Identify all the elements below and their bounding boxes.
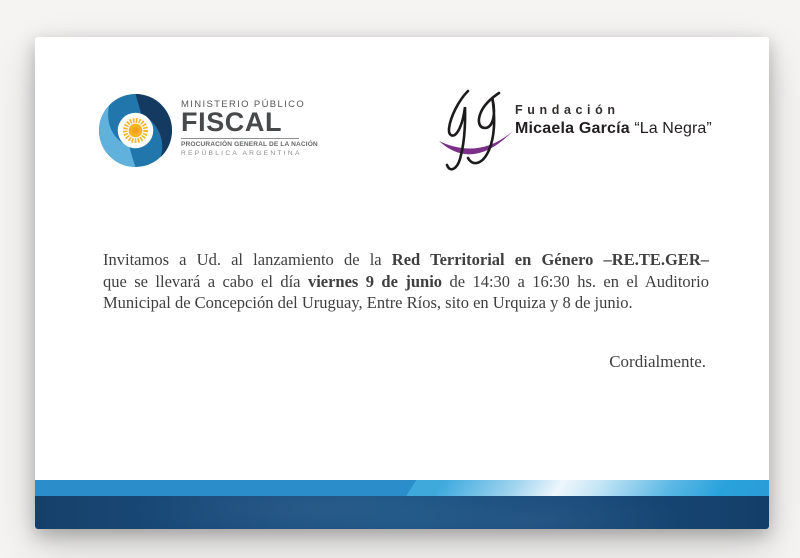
- invitation-line-2: [103, 271, 709, 293]
- sun-of-may-emblem-icon: [99, 94, 172, 167]
- fundacion-nickname: “La Negra”: [634, 120, 712, 137]
- mpf-fiscal-label: FISCAL: [181, 107, 283, 137]
- mpf-republica-label: REPÚBLICA ARGENTINA: [181, 150, 302, 157]
- invitation-text: que se llevará a cabo el día: [103, 271, 308, 291]
- fundacion-label: Fundación: [515, 103, 620, 117]
- invitation-text: de 14:30 a 16:30 hs. en el Auditorio: [442, 271, 709, 291]
- invitation-paragraph: [103, 249, 709, 314]
- invitation-text: Invitamos a Ud. al lanzamiento de la: [103, 250, 392, 269]
- invitation-card: [35, 37, 769, 529]
- invitation-highlight-date: viernes 9 de junio: [307, 271, 443, 291]
- footer-stripe-light: [35, 480, 769, 496]
- footer-stripe-highlight: [403, 480, 769, 496]
- mpf-ministry-label: MINISTERIO PÚBLICO: [181, 99, 306, 110]
- invitation-line-3: Municipal de Concepción del Uruguay, Entre Ríos, sito en Urquiza y 8 de junio.: [103, 293, 633, 312]
- closing-text: Cordialmente.: [609, 352, 706, 371]
- fundacion-name: Micaela García: [515, 120, 630, 137]
- mpf-procuracion-label: PROCURACIÓN GENERAL DE LA NACIÓN: [181, 141, 318, 148]
- footer-stripe-navy: [35, 496, 769, 529]
- fundacion-logo-text: [515, 87, 712, 175]
- invitation-line-1: [103, 249, 709, 271]
- mpf-logo-text: [181, 94, 318, 167]
- mpf-divider: [181, 138, 299, 139]
- fundacion-logo: [437, 87, 712, 175]
- mpf-logo: [99, 94, 318, 167]
- mg-monogram-icon: [437, 87, 517, 175]
- fundacion-name-row: [515, 120, 712, 138]
- invitation-highlight-reteger: Red Territorial en Género –RE.TE.GER–: [391, 250, 709, 269]
